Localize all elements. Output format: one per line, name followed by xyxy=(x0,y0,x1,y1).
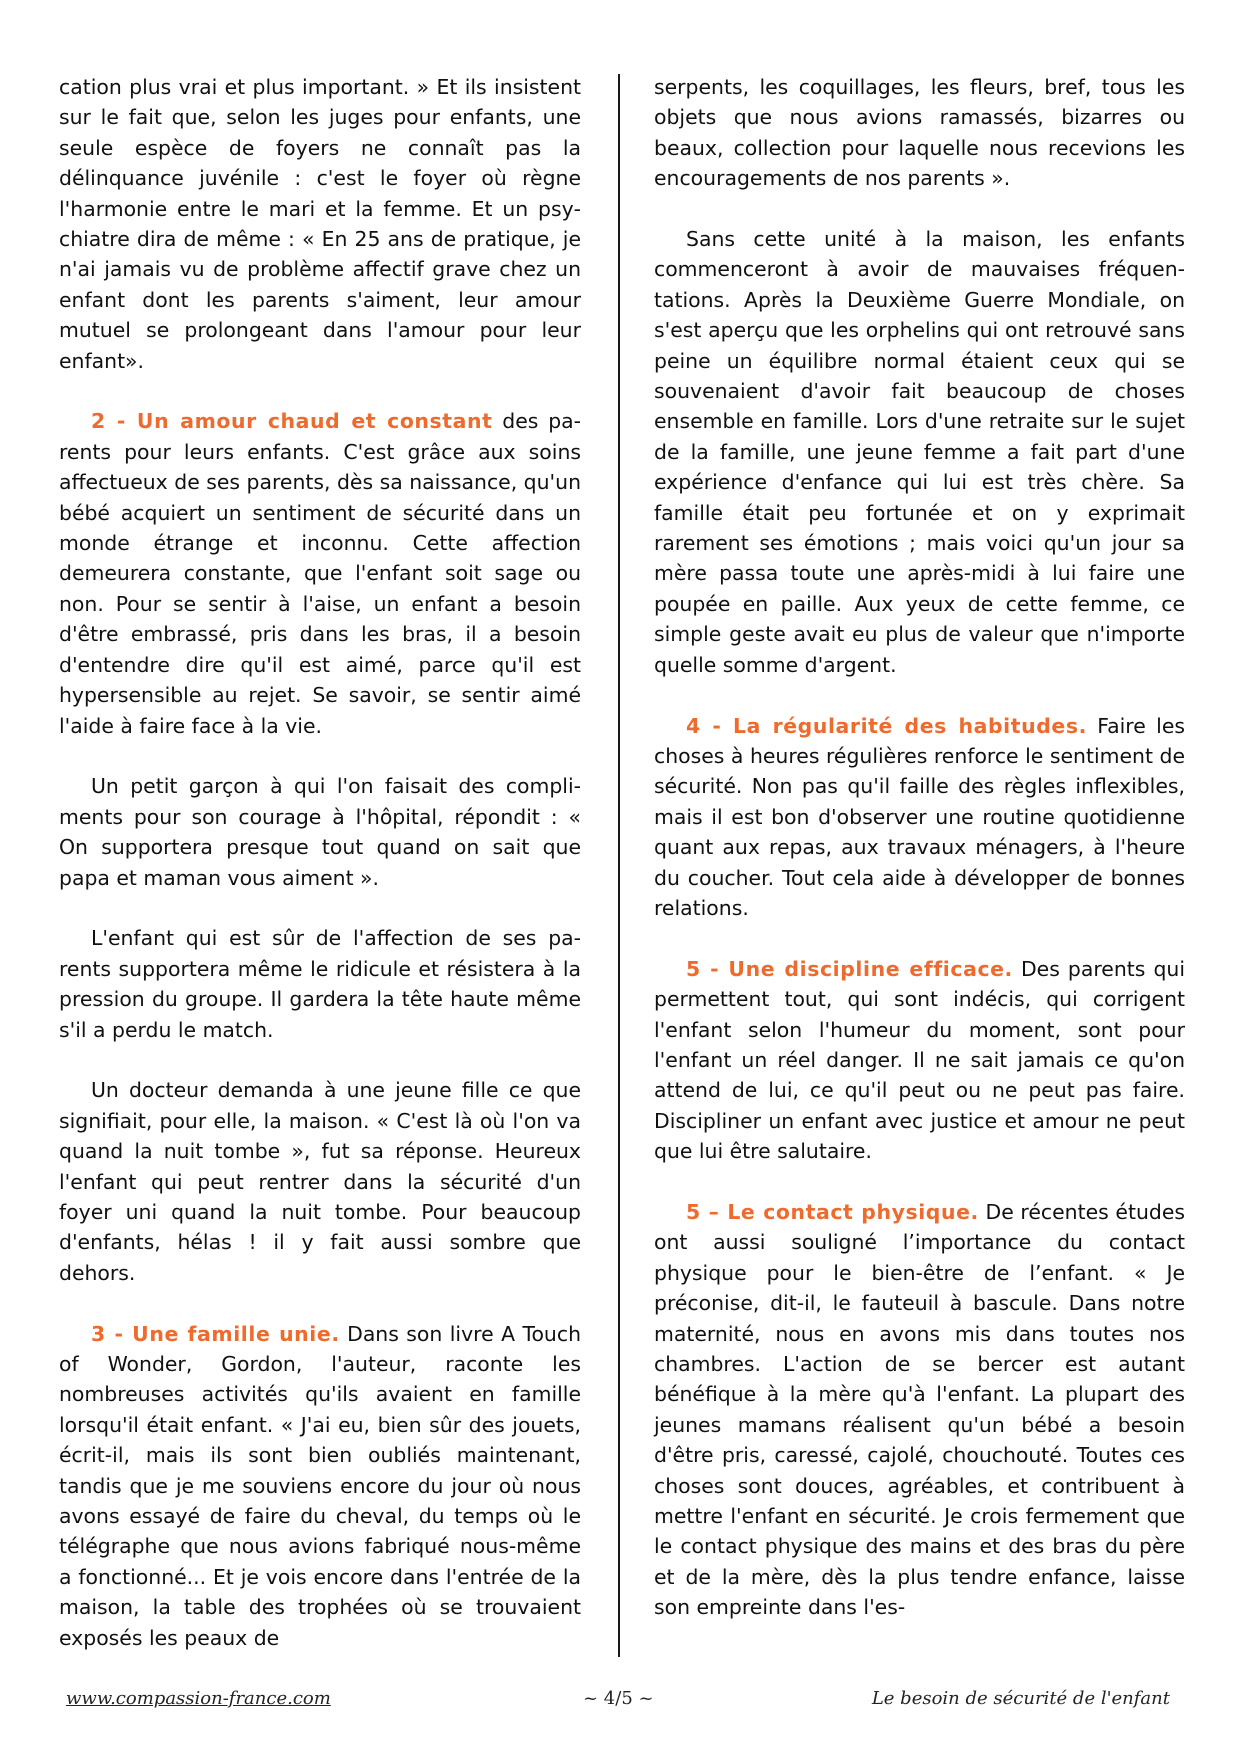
paragraph-text: Dans son livre A Touch of Wonder, Gordon, l'auteur, raconte les nombreuses activités qu'ils avaient en famille lorsqu'il était enfant. « J'ai eu, bien sûr des jouets, écrit-il, mais ils sont bien oubliés maintenant, tandis que je me souviens encore du jour où nous avons essayé de faire du cheval, du temps où le télégraphe que nous avions fabriqué nous-même a fonctionné... Et je vois encore dans l'entrée de la maison, la table des trophées où se trouvaient exposés les peaux de xyxy=(59,1321,581,1650)
paragraph-text: Un petit garçon à qui l'on faisait des compliments pour son courage à l'hôpital, répondit : « On supportera presque tout quand on sait que papa et maman vous aiment ». xyxy=(59,774,581,890)
paragraph-text: De récentes études ont aussi souligné l’importance du contact physique pour le bien-être de l’enfant. « Je préconise, dit-il, le fauteuil à bascule. Dans notre maternité, nous en avons mis dans toutes nos chambres. L'action de se bercer est autant bénéfique à la mère qu'à l'enfant. La plupart des jeunes mamans réalisent qu'un bébé a besoin d'être pris, caressé, cajolé, chouchouté. Toutes ces choses sont douces, agréables, et contribuent à mettre l'enfant en sécurité. Je crois fermement que le contact physique des mains et des bras du père et de la mère, dès la plus tendre enfance, laisse son empreinte dans l'es- xyxy=(654,1199,1185,1620)
page-footer xyxy=(0,1688,1240,1718)
section-heading: 5 – Le contact physique. xyxy=(686,1199,979,1224)
paragraph-text: cation plus vrai et plus important. » Et ils insistent sur le fait que, selon les juges pour enfants, une seule espèce de foyers ne connaît pas la délinquance juvénile : c'est le foyer où règne l'harmonie entre le mari et la femme. Et un psychiatre dira de même : « En 25 ans de pratique, je n'ai jamais vu de problème affectif grave chez un enfant dont les parents s'aiment, leur amour mutuel se prolongeant dans l'amour pour leur enfant». xyxy=(59,75,581,373)
paragraph xyxy=(654,224,1185,680)
paragraph-text: L'enfant qui est sûr de l'affection de ses parents supportera même le ridicule et résistera à la pression du groupe. Il gardera la tête haute même s'il a perdu le match. xyxy=(59,926,581,1042)
section-paragraph xyxy=(654,1197,1185,1623)
paragraph-text: Sans cette unité à la maison, les enfants commenceront à avoir de mauvaises fréquentations. Après la Deuxième Guerre Mondiale, on s'est aperçu que les orphelins qui ont retrouvé sans peine un équilibre normal étaient ceux qui se souvenaient d'avoir fait beaucoup de choses ensemble en famille. Lors d'une retraite sur le sujet de la famille, une jeune femme a fait part d'une expérience d'enfance qui lui est très chère. Sa famille était peu fortunée et on y exprimait rarement ses émotions ; mais voici qu'un jour sa mère passa toute une après-midi à lui faire une poupée en paille. Aux yeux de cette femme, ce simple geste avait eu plus de valeur que n'importe quelle somme d'argent. xyxy=(654,227,1185,677)
section-heading: 4 - La régularité des habitudes. xyxy=(686,713,1087,738)
section-paragraph xyxy=(654,954,1185,1167)
section-paragraph xyxy=(59,1319,581,1653)
page-number: ~ 4/5 ~ xyxy=(583,1688,654,1709)
section-paragraph xyxy=(59,406,581,740)
website-link[interactable]: www.compassion-france.com xyxy=(66,1688,331,1709)
paragraph-text: des parents pour leurs enfants. C'est grâce aux soins affectueux de ses parents, dès sa naissance, qu'un bébé acquiert un sentiment de sécurité dans un monde étrange et inconnu. Cette affection demeurera constante, que l'enfant soit sage ou non. Pour se sentir à l'aise, un enfant a besoin d'être embrassé, pris dans les bras, il a besoin d'entendre dire qu'il est aimé, parce qu'il est hypersensible au rejet. Se savoir, se sentir aimé l'aide à faire face à la vie. xyxy=(59,409,582,738)
left-column xyxy=(59,72,581,1653)
column-divider xyxy=(618,74,620,1657)
document-title: Le besoin de sécurité de l'enfant xyxy=(871,1688,1170,1709)
paragraph-text: Des parents qui permettent tout, qui sont indécis, qui corrigent l'enfant selon l'humeur du moment, sont pour l'enfant un réel danger. Il ne sait jamais ce qu'on attend de lui, ce qu'il peut ou ne peut pas faire. Discipliner un enfant avec justice et amour ne peut que lui être salutaire. xyxy=(654,956,1185,1164)
paragraph-text: Un docteur demanda à une jeune fille ce que signifiait, pour elle, la maison. « C'est là où l'on va quand la nuit tombe », fut sa réponse. Heureux l'enfant qui peut rentrer dans la sécurité d'un foyer uni quand la nuit tombe. Pour beaucoup d'enfants, hélas ! il y fait aussi sombre que dehors. xyxy=(59,1078,581,1285)
paragraph xyxy=(59,923,581,1045)
paragraph-text: Faire les choses à heures régulières renforce le sentiment de sécurité. Non pas qu'il faille des règles inflexibles, mais il est bon d'observer une routine quotidienne quant aux repas, aux travaux ménagers, à l'heure du coucher. Tout cela aide à développer de bonnes relations. xyxy=(654,713,1185,920)
paragraph xyxy=(654,72,1185,194)
paragraph xyxy=(59,771,581,893)
section-heading: 2 - Un amour chaud et constant xyxy=(91,409,493,434)
section-paragraph xyxy=(654,711,1185,924)
right-column xyxy=(654,72,1185,1623)
section-heading: 5 - Une discipline efficace. xyxy=(686,956,1013,981)
paragraph xyxy=(59,1075,581,1288)
section-heading: 3 - Une famille unie. xyxy=(91,1321,340,1346)
paragraph-text: serpents, les coquillages, les fleurs, bref, tous les objets que nous avions ramassés, bizarres ou beaux, collection pour laquelle nous recevions les encouragements de nos parents ». xyxy=(654,75,1185,191)
paragraph xyxy=(59,72,581,376)
